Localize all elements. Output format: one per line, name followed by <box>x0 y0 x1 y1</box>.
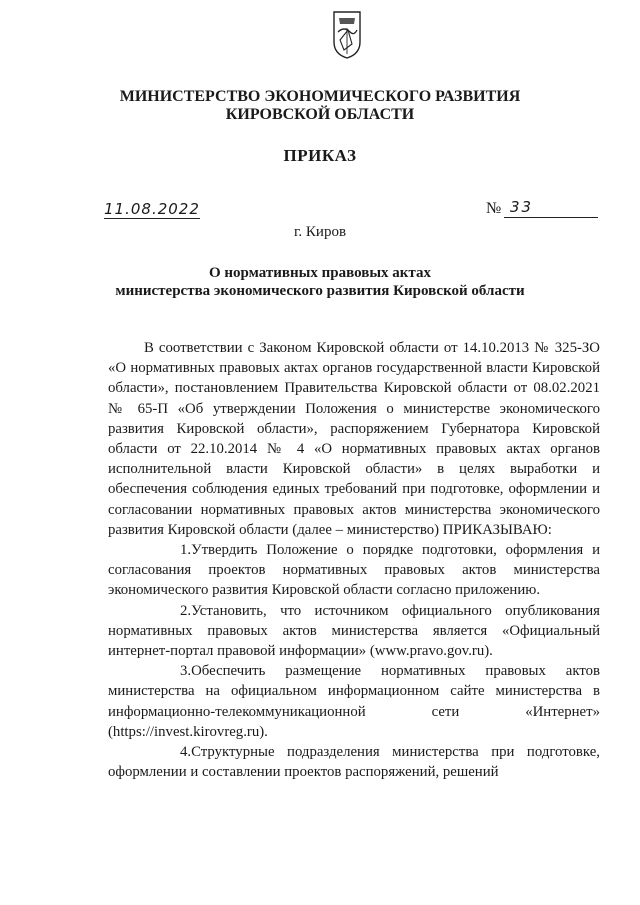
order-item-3 <box>108 661 600 742</box>
number-underline <box>504 217 598 218</box>
order-subject <box>0 264 640 300</box>
order-number: 33 <box>510 198 534 216</box>
order-item-4 <box>108 742 600 782</box>
ministry-line-1: МИНИСТЕРСТВО ЭКОНОМИЧЕСКОГО РАЗВИТИЯ <box>119 88 521 105</box>
item-number: 2. <box>180 602 192 619</box>
subject-line-2: министерства экономического развития Кировской области <box>115 283 525 299</box>
item-text: Утвердить Положение о порядке подготовки, оформления и согласования проектов нормативных правовых актов министерства экономического развития Кировской области согласно приложению. <box>108 542 600 599</box>
order-item-1 <box>108 540 600 601</box>
item-number: 4. <box>180 744 192 761</box>
preamble-paragraph: В соответствии с Законом Кировской области от 14.10.2013 № 325-ЗО «О нормативных правовых актах органов государственной власти Кировской области», постановлением Правительства Кировской области от 08.02.2021 № 65-П «Об утверждении Положения о министерстве экономического развития Кировской области», распоряжением Губернатора Кировской области от 22.10.2014 № 4 «О нормативных правовых актах органов исполнительной власти Кировской области» в целях выработки и обеспечения соблюдения единых требований при подготовке, оформлении и согласовании нормативных правовых актов министерства экономического развития Кировской области (далее – министерство) ПРИКАЗЫВАЮ: <box>108 340 600 538</box>
city: г. Киров <box>293 224 347 240</box>
ministry-line-2: КИРОВСКОЙ ОБЛАСТИ <box>225 106 415 123</box>
ministry-name <box>0 88 640 124</box>
coat-of-arms-icon <box>330 10 364 60</box>
item-text: Установить, что источником официального опубликования нормативных правовых актов министерства является «Официальный интернет-портал правовой информации» (www.pravo.gov.ru). <box>108 602 600 660</box>
order-body <box>108 338 600 782</box>
document-type: ПРИКАЗ <box>283 146 357 165</box>
item-text: Структурные подразделения министерства при подготовке, оформлении и составлении проектов распоряжений, решений <box>108 744 600 781</box>
item-number: 3. <box>180 663 192 680</box>
order-item-2 <box>108 601 600 662</box>
item-text: Обеспечить размещение нормативных правовых актов министерства на официальном информационном сайте министерства в информационно-телекоммуникационной сети «Интернет» (https://invest.kirovreg.ru). <box>108 663 600 740</box>
number-label: № <box>486 200 502 217</box>
order-date: 11.08.2022 <box>104 200 200 218</box>
item-number: 1. <box>180 542 192 559</box>
subject-line-1: О нормативных правовых актах <box>209 265 431 281</box>
